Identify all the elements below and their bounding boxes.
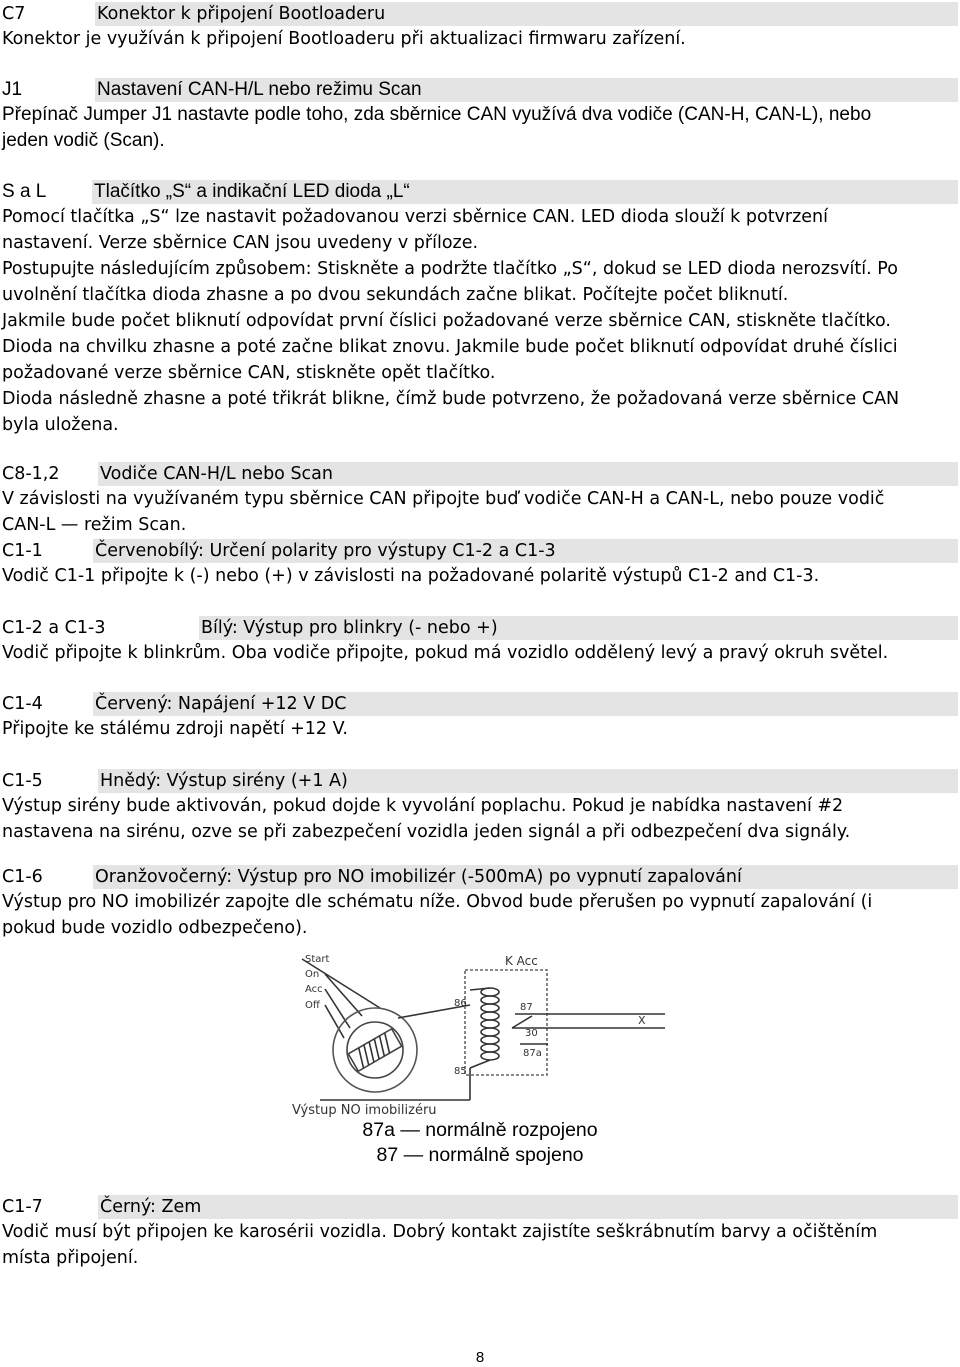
- section-code: J1: [2, 79, 23, 100]
- section-code: C8-1,2: [2, 464, 60, 484]
- section-header: [2, 180, 958, 204]
- body-line: Konektor je využíván k připojení Bootloaderu při aktualizaci firmwaru zařízení.: [2, 29, 686, 49]
- relay-box: [465, 970, 547, 1075]
- coil-lead-bottom: [470, 1060, 490, 1068]
- body-line: Pomocí tlačítka „S“ lze nastavit požadovanou verzi sběrnice CAN. LED dioda slouží k potvrzení: [2, 207, 829, 227]
- body-line: pokud bude vozidlo odbezpečeno).: [2, 918, 308, 938]
- switch-label-start: Start: [305, 954, 330, 965]
- body-line: byla uložena.: [2, 415, 119, 435]
- immobilizer-wiring-diagram: [280, 950, 680, 1120]
- body-line: nastavena na sirénu, ozve se při zabezpečení vozidla jeden signál a při odbezpečení dva signály.: [2, 822, 851, 842]
- pin-85: 85: [454, 1066, 467, 1077]
- body-line: Vodič musí být připojen ke karosérii vozidla. Dobrý kontakt zajistíte seškrábnutím barvy a očištěním: [2, 1222, 878, 1242]
- section-header: [2, 616, 958, 640]
- section-title: Tlačítko „S“ a indikační LED dioda „L“: [92, 180, 958, 204]
- body-line: V závislosti na využívaném typu sběrnice CAN připojte buď vodiče CAN-H a CAN-L, nebo pouze vodič: [2, 489, 885, 509]
- caption-87: 87 — normálně spojeno: [376, 1144, 584, 1166]
- section-header: [2, 865, 958, 889]
- body-line: Vodič C1-1 připojte k (-) nebo (+) v závislosti na požadované polaritě výstupů C1-2 and C1-3.: [2, 566, 820, 586]
- ignition-key-slot: [348, 1029, 401, 1071]
- section-title: Vodiče CAN-H/L nebo Scan: [98, 462, 958, 486]
- pin-87a: 87a: [523, 1048, 542, 1059]
- section-header: [2, 539, 958, 563]
- section-c1-5: [2, 769, 958, 845]
- section-title: Červený: Napájení +12 V DC: [93, 692, 958, 716]
- section-code: S a L: [2, 181, 47, 202]
- switch-label-off: Off: [305, 1000, 320, 1011]
- section-c8: [2, 462, 958, 538]
- leader-on: [325, 974, 362, 1016]
- body-line: Vodič připojte k blinkrům. Oba vodiče připojte, pokud má vozidlo oddělený levý a pravý okruh světel.: [2, 643, 889, 663]
- leader-acc: [325, 989, 350, 1028]
- pin-30: 30: [525, 1028, 538, 1039]
- section-header: [2, 78, 958, 102]
- section-code: C1-4: [2, 694, 43, 714]
- body-line: Dioda následně zhasne a poté třikrát blikne, čímž bude potvrzeno, že požadovaná verze sběrnice CAN: [2, 389, 900, 409]
- body-line: CAN-L — režim Scan.: [2, 515, 187, 535]
- body-line: Dioda na chvilku zhasne a poté začne blikat znovu. Jakmile bude počet bliknutí odpovídat druhé číslici: [2, 337, 898, 357]
- section-j1: [2, 78, 958, 154]
- cut-mark: X: [638, 1014, 646, 1027]
- page-number: 8: [475, 1349, 485, 1366]
- section-c1-2: [2, 616, 958, 666]
- section-header: [2, 1195, 958, 1219]
- pin-87: 87: [520, 1002, 533, 1013]
- body-line: jeden vodič (Scan).: [2, 130, 165, 151]
- body-line: Výstup pro NO imobilizér zapojte dle schématu níže. Obvod bude přerušen po vypnutí zapalování (i: [2, 892, 873, 912]
- section-title: Bílý: Výstup pro blinkry (- nebo +): [199, 616, 958, 640]
- contact-arm: [512, 1016, 532, 1028]
- relay-coil: [481, 988, 499, 1060]
- section-code: C1-5: [2, 771, 43, 791]
- body-line: požadované verze sběrnice CAN, stiskněte opět tlačítko.: [2, 363, 496, 383]
- section-c1-4: [2, 692, 958, 742]
- section-title: Oranžovočerný: Výstup pro NO imobilizér (-500mA) po vypnutí zapalování: [93, 865, 958, 889]
- section-header: [2, 769, 958, 793]
- section-title: Černý: Zem: [98, 1195, 958, 1219]
- section-code: C1-6: [2, 867, 43, 887]
- body-line: nastavení. Verze sběrnice CAN jsou uvedeny v příloze.: [2, 233, 479, 253]
- relay-label: K Acc: [505, 954, 538, 968]
- section-c1-6: [2, 865, 958, 941]
- switch-label-acc: Acc: [305, 984, 323, 995]
- section-title: Konektor k připojení Bootloaderu: [95, 2, 958, 26]
- section-title: Hnědý: Výstup sirény (+1 A): [98, 769, 958, 793]
- body-line: Jakmile bude počet bliknutí odpovídat první číslici požadované verze sběrnice CAN, stiskněte tlačítko.: [2, 311, 891, 331]
- body-line: uvolnění tlačítka dioda zhasne a po dvou sekundách začne blikat. Počítejte počet bliknutí.: [2, 285, 789, 305]
- section-header: [2, 692, 958, 716]
- section-code: C7: [2, 4, 26, 24]
- section-c1-7: [2, 1195, 958, 1271]
- section-c7: [2, 2, 958, 52]
- body-line: Přepínač Jumper J1 nastavte podle toho, zda sběrnice CAN využívá dva vodiče (CAN-H, CAN-L), nebo: [2, 104, 872, 125]
- section-code: C1-7: [2, 1197, 43, 1217]
- coil-lead-top: [470, 988, 490, 990]
- section-code: C1-1: [2, 541, 43, 561]
- body-line: Připojte ke stálému zdroji napětí +12 V.: [2, 719, 348, 739]
- body-line: Postupujte následujícím způsobem: Stiskněte a podržte tlačítko „S“, dokud se LED dioda nerozsvítí. Po: [2, 259, 898, 279]
- switch-label-on: On: [305, 969, 320, 980]
- section-c1-1: [2, 539, 958, 589]
- body-line: místa připojení.: [2, 1248, 139, 1268]
- leader-off: [325, 1005, 344, 1038]
- section-title: Červenobílý: Určení polarity pro výstupy C1-2 a C1-3: [93, 539, 958, 563]
- section-title: Nastavení CAN-H/L nebo režimu Scan: [95, 78, 958, 102]
- section-header: [2, 2, 958, 26]
- pin-86: 86: [454, 998, 467, 1009]
- section-header: [2, 462, 958, 486]
- section-code: C1-2 a C1-3: [2, 618, 106, 638]
- section-sl: [2, 180, 958, 438]
- body-line: Výstup sirény bude aktivován, pokud dojde k vyvolání poplachu. Pokud je nabídka nastavení #2: [2, 796, 844, 816]
- immobilizer-output-label: Výstup NO imobilizéru: [292, 1103, 437, 1118]
- caption-87a: 87a — normálně rozpojeno: [362, 1119, 598, 1141]
